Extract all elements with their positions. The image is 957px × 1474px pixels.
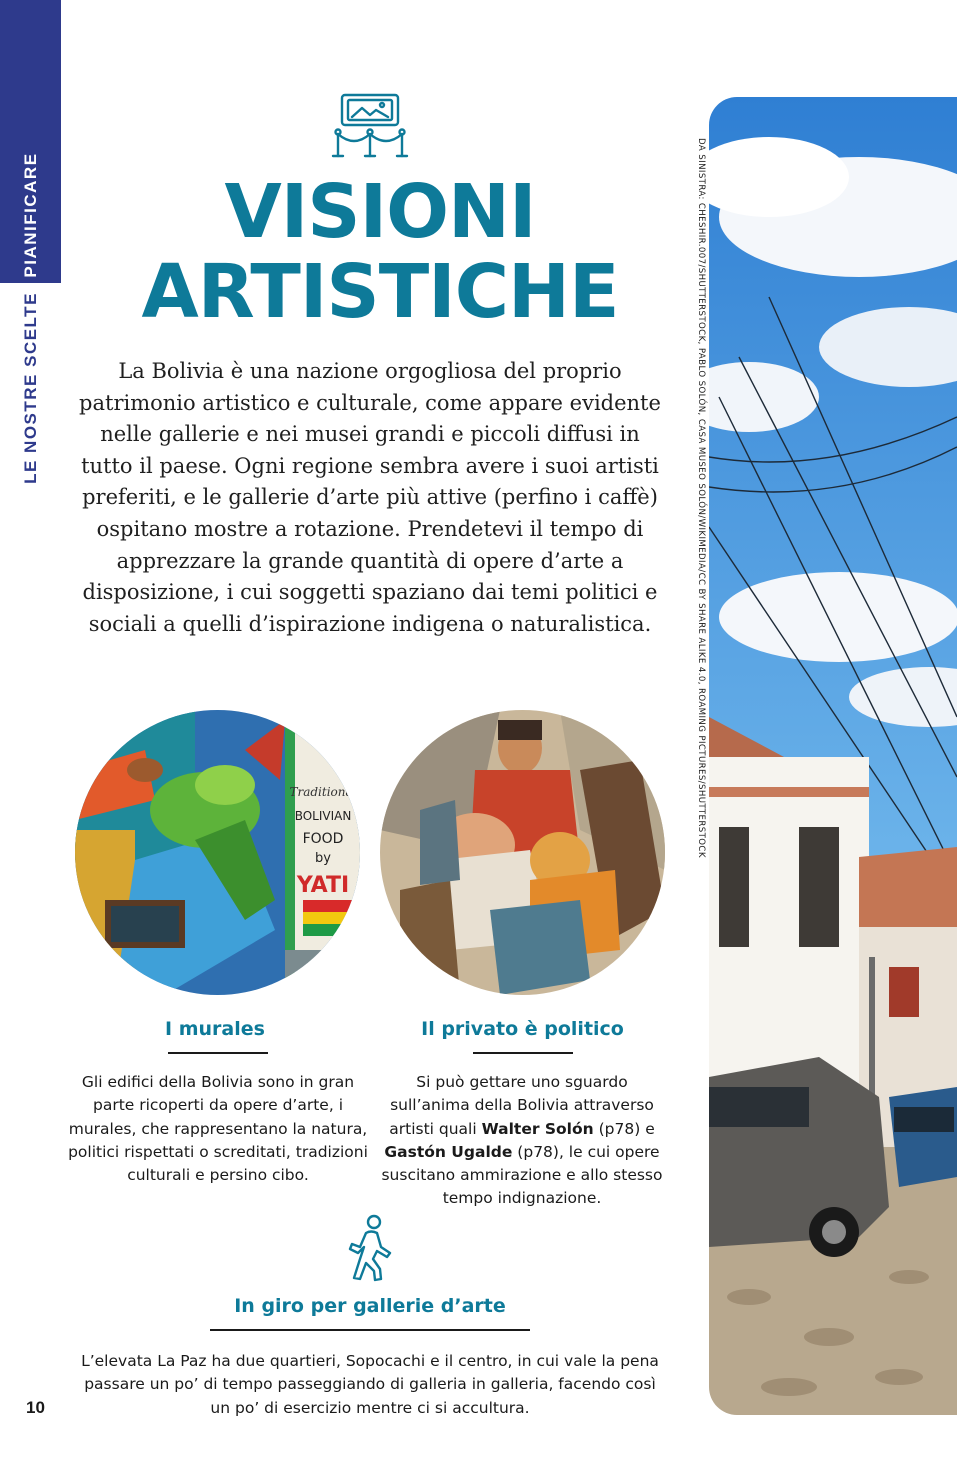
subsection-tab-label: LE NOSTRE SCELTE [20,292,40,484]
painting-photo [380,710,665,995]
privato-heading: Il privato è politico [421,1018,624,1040]
privato-text [377,1071,667,1211]
privato-text-a: Si può gettare uno sguardo sull’anima della Bolivia attraverso artisti quali [389,1073,654,1138]
walking-person-icon [340,1213,400,1283]
intro-paragraph: La Bolivia è una nazione orgogliosa del proprio patrimonio artistico e culturale, come appare evidente nelle gallerie e nei musei grandi e piccoli diffusi in tutto il paese. Ogni regione sembra avere i suoi artisti preferiti, e le gallerie d’arte più attive (perfino i caffè) ospitano mostre a rotazione. Prendetevi il tempo di apprezzare la grande quantità di opere d’arte a disposizione, i cui soggetti spaziano dai temi politici e sociali a quelli d’ispirazione indigena o naturalistica. [79,359,661,636]
street-photo [709,97,957,1415]
artist-gaston-ugalde: Gastón Ugalde [384,1142,513,1161]
section-tab [0,0,61,283]
mural-sign-line-2: BOLIVIAN [294,809,352,823]
privato-text-b: (p78) e [593,1119,655,1138]
subsection-tab [0,283,61,493]
mural-photo [75,710,360,995]
page-number: 10 [26,1398,45,1417]
artist-walter-solon: Walter Solón [481,1119,594,1138]
privato-heading-rule [473,1052,573,1054]
mural-sign-line-1: Traditional [289,785,357,799]
mural-sign-line-3: FOOD [302,831,344,847]
gallerie-heading-rule [210,1329,530,1331]
murales-heading: I murales [165,1018,265,1040]
photo-credit: DA SINISTRA: CHESHIR.007/SHUTTERSTOCK, PABLO SOLÓN, CASA MUSEO SOLÓN/WIKIMEDIA/CC BY SHARE ALIKE 4.0, ROAMING PICTURES/SHUTTERSTOCK [696,138,706,858]
title-line-1: VISIONI [224,169,536,255]
section-tab-label: PIANIFICARE [20,152,40,278]
murales-heading-rule [168,1052,268,1054]
title-line-2: ARTISTICHE [141,249,619,335]
mural-sign-line-5: YATI [296,873,350,898]
gallerie-heading: In giro per gallerie d’arte [234,1295,506,1317]
murales-text: Gli edifici della Bolivia sono in gran parte ricoperti da opere d’arte, i murales, che rappresentano la natura, politici rispettati o screditati, tradizioni culturali e persino cibo. [68,1073,368,1185]
gallery-frame-icon [330,90,410,162]
mural-sign-line-4: by [315,851,331,866]
page-title [60,169,700,335]
privato-text-c: (p78), le cui opere suscitano ammirazione e allo stesso tempo indignazione. [381,1142,663,1208]
gallerie-text: L’elevata La Paz ha due quartieri, Sopocachi e il centro, in cui vale la pena passare un po’ di tempo passeggiando di galleria in galleria, facendo così un po’ di esercizio mentre ci si accultura. [81,1352,659,1417]
